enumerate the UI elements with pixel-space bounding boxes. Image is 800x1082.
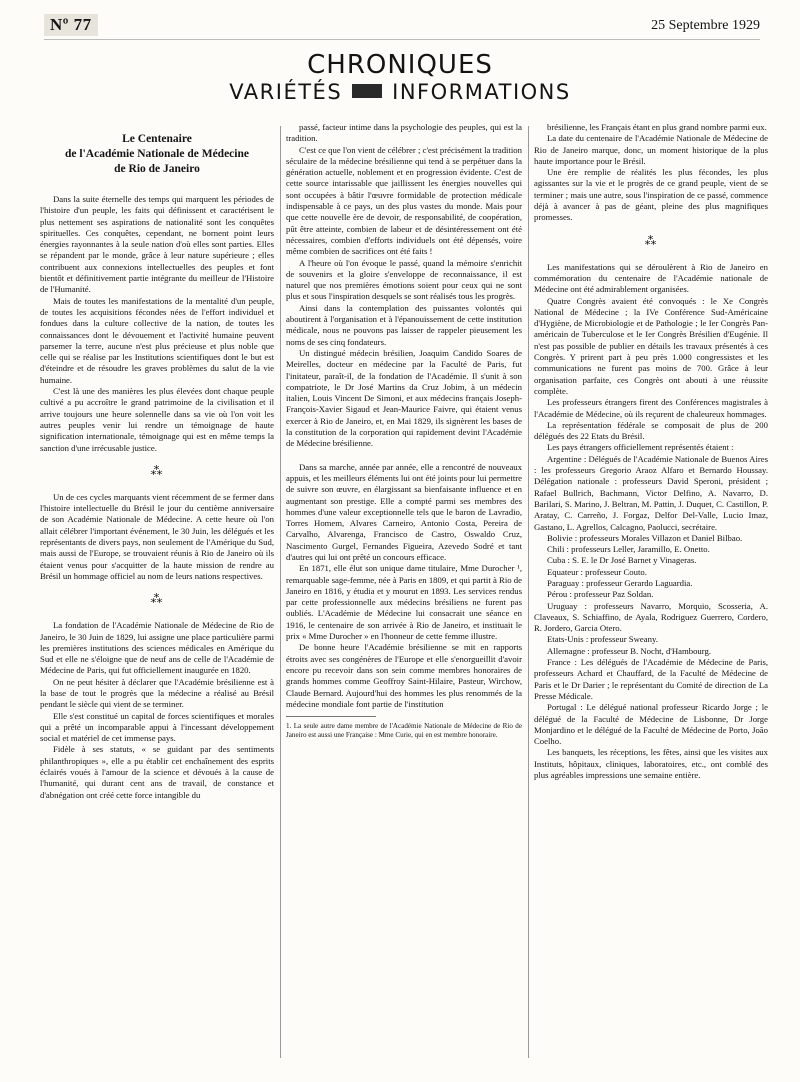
paragraph: Cuba : S. E. le Dr José Barnet y Vinageras. <box>547 555 697 566</box>
article-title <box>40 132 274 177</box>
paragraph: Les professeurs étrangers firent des Conférences magistrales à l'Académie de Médecine, où ils reçurent de chaleureux hommages. <box>534 397 768 419</box>
paragraph: La date du centenaire de l'Académie Nationale de Médecine de Rio de Janeiro marque, donc, un moment historique de la plus haute importance pour le Brésil. <box>534 133 768 166</box>
article-title-line: de Rio de Janeiro <box>114 163 200 175</box>
paragraph: La fondation de l'Académie Nationale de Médecine de Rio de Janeiro, le 30 Juin de 1829, lui assigne une place particulière parmi les premières institutions des sciences médicales en Amérique du Sud et elle ne s'éloigne que de neuf ans de celle de l'Académie de Médecine de Paris, qui fut officiellement inaugurée en 1820. <box>40 620 274 676</box>
paragraph: passé, facteur intime dans la psychologie des peuples, qui est la tradition. <box>286 122 522 144</box>
column-3 <box>534 122 768 1068</box>
section-subtitle <box>0 80 800 104</box>
paragraph: Mais de toutes les manifestations de la mentalité d'un peuple, de toutes les acquisitions fécondes nées de l'effort individuel et fondues dans la culture collective de la nation, de toutes les connaissances dont le dévouement et l'activité humaine peuvent parsemer la terre, aucune n'est plus précieuse et plus noble que celle qui se réalise par les Institutions scientifiques dont le but est d'éteindre et de résoudre les graves problèmes du salut de la vie humaine. <box>40 295 274 385</box>
footnote-rule <box>286 716 376 717</box>
paragraph: Dans la suite éternelle des temps qui marquent les périodes de l'histoire d'un peuple, les faits qui définissent et caractérisent le plus nettement ses aspirations de nationalité sont les conquêtes spirituelles. Ces conquêtes, cependant, ne bornent point leurs énergies rayonnantes à la seule nation d'où elles sont parties. Elles se répandent par le monde, grâce à leur nature supérieure ; elles contribuent aux connexions intellectuelles des peuples et font bientôt et définitivement partie intégrante du meilleur de l'Histoire de l'Humanité. <box>40 194 274 295</box>
paragraph: Les banquets, les réceptions, les fêtes, ainsi que les visites aux Instituts, hôpitaux, cliniques, laboratoires, etc., ont comblé des plus agréables impressions une semaine entière. <box>534 747 768 781</box>
paragraph: Pérou : professeur Paz Soldan. <box>547 589 654 600</box>
paragraph: brésilienne, les Français étant en plus grand nombre parmi eux. <box>547 122 767 132</box>
paragraph: La représentation fédérale se composait de plus de 200 délégués des 22 Etats du Brésil. <box>534 419 768 442</box>
section-left-label: VARIÉTÉS <box>229 80 343 104</box>
paragraph: Portugal : Le délégué national professeur Ricardo Jorge ; le délégué de la Faculté de Médecine de Lisbonne, Dr Jorge Monjardino et le délégué de la Faculté de Médecine de Porto, João Coelho. <box>534 702 768 747</box>
paragraph: France : Les délégués de l'Académie de Médecine de Paris, professeurs Achard et Chauffard, de la Faculté de Médecine de Paris et le Dr Darier ; le représentant du Comité de direction de La Presse Médicale. <box>534 657 768 701</box>
asterism-separator: ⁂ <box>150 592 164 607</box>
paragraph: De bonne heure l'Académie brésilienne se mit en rapports étroits avec ses congénères de l'Europe et elle s'enorgueillit d'avoir encore pu recevoir dans son sein comme membres honoraires de grands hommes comme Geoffroy Saint-Hilaire, Pasteur, Wirchow, Claude Bernard. Aujourd'hui des hommes les plus renommés de la médecine mondiale font partie de l'institution <box>286 642 522 709</box>
running-header <box>44 14 760 40</box>
article-title-line: Le Centenaire <box>122 133 192 145</box>
paragraph: Chili : professeurs Leller, Jaramillo, E. Onetto. <box>547 544 710 555</box>
paragraph: On ne peut hésiter à déclarer que l'Académie brésilienne est à la base de tout le progrès que la médecine a réalisé au Brésil pendant le siècle qui vient de se terminer. <box>40 676 274 710</box>
issue-date: 25 Septembre 1929 <box>651 18 760 33</box>
paragraph: Les pays étrangers officiellement représentés étaient : <box>547 442 734 453</box>
paragraph: En 1871, elle élut son unique dame titulaire, Mme Durocher ¹, remarquable sage-femme, née à Paris en 1809, et qui partit à Rio de Janeiro en 1816, y étudia et y mourut en 1893. Les services rendus par cette professionnelle aux médecins brésiliens ne furent pas oubliés. L'Académie de Médecine lui consacrait une séance en 1916, le centenaire de son arrivée à Rio de Janeiro, et instituait le prix « Mme Durocher » en l'honneur de cette femme illustre. <box>286 563 522 642</box>
column-rule <box>280 126 281 1058</box>
paragraph: Bolivie : professeurs Morales Villazon et Daniel Bilbao. <box>547 532 743 543</box>
paragraph: Elle s'est constitué un capital de forces scientifiques et morales qui a prêté un incomparable appui à l'incessant développement social et matériel de cet immense pays. <box>40 710 274 744</box>
section-title: CHRONIQUES <box>307 50 493 80</box>
column-rule <box>528 126 529 1058</box>
footnote: 1. La seule autre dame membre de l'Académie Nationale de Médecine de Rio de Janeiro est aussi une Française : Mme Curie, qui en est membre honoraire. <box>286 722 522 740</box>
article-title-line: de l'Académie Nationale de Médecine <box>65 148 249 160</box>
paragraph: C'est ce que l'on vient de célébrer ; c'est précisément la tradition séculaire de la médecine brésilienne qui tend à se perpétuer dans la génération actuelle, noblement et en progression évidente. C'est de cette source intarissable que jaillissent les énergies nouvelles qui sont occupées à bâtir l'œuvre formidable de protection médicale indispensable à ce pays, un des plus vastes du monde. Mais pour que cette nouvelle ère de devoir, de responsabilité, de coopération, pût être atteinte, combien de labeur et de désintéressement ont été nécessaires, combien d'efforts individuels ont été dépensés, voire même combien de sacrifices ont été faits ! <box>286 144 522 257</box>
column-1 <box>40 122 274 1068</box>
paragraph: Argentine : Délégués de l'Académie Nationale de Buenos Aires : les professeurs Gregorio Araoz Alfaro et Bernardo Houssay. Délégation nationale : professeurs David Speroni, président ; Rafael Bullrich, Bachmann, Victor Delfino, A. Navarro, D. Barilari, S. Marino, J. Beltran, M. Pattin, J. Duquet, C. Castillon, P. Aratay, C. Carreño, J. Forgaz, Delfor Del-Valle, Lucio Imaz, Gastano, L. Agrellos, Calcagno, Paolucci, secrétaire. <box>534 453 768 532</box>
asterism-separator: ⁂ <box>150 463 164 478</box>
paragraph: Un distingué médecin brésilien, Joaquim Candido Soares de Meirelles, docteur en médecine par la Faculté de Paris, fut l'initateur, paraît-il, de la fondation de l'Académie. Il s'unit à son compatriote, le Dr José Martins da Cruz Jobim, à un médecin italien, Louis Vincent De Simoni, et aux médecins français Joseph-François-Xavier Sigaud et Jean-Maurice Faivre, qui étaient venus exercer à Rio de Janeiro, et, en Mai 1829, ils signèrent les bases de la constitution de la corporation qui rapidement devint l'Académie de Médecine brésilienne. <box>286 347 522 449</box>
column-2 <box>286 122 522 1068</box>
issue-number: Nº 77 <box>44 14 98 36</box>
asterism-separator: ⁂ <box>644 233 658 248</box>
paragraph: Paraguay : professeur Gerardo Laguardia. <box>547 577 693 588</box>
paragraph: Dans sa marche, année par année, elle a rencontré de nouveaux appuis, et les meilleurs éléments lui ont été joints pour lui permettre de suivre son œuvre, en élargissant sa bienfaisante influence et en augmentant son prestige. Elle a compté parmi ses membres des hommes d'une valeur exceptionnelle tels que le baron de Lavradio, Torres Homem, Alvares Carneiro, Antonio Costa, Pereira de Carvalho, Alvarenga, Francisco de Castro, Oswaldo Cruz, Nascimento Gurgel, Fernandes Figueira, Azevedo Sodré et tant d'autres qui lui ont prêté un concours efficace. <box>286 461 522 562</box>
header-rule <box>44 39 760 40</box>
paragraph: A l'heure où l'on évoque le passé, quand la mémoire s'enrichit de souvenirs et la gloire s'enveloppe de reconnaissance, il est naturel que nos premières émotions soient pour ceux qui ne sont plus et sous l'inspiration desquels se sont réalisés tous les progrès. <box>286 257 522 302</box>
paragraph: Ainsi dans la contemplation des puissantes volontés qui aboutirent à l'organisation et à l'épanouissement de cette institution médicale, nous ne pouvons pas laisser de rappeler pieusement les noms de ses cinq fondateurs. <box>286 302 522 347</box>
paragraph-gap <box>286 450 522 462</box>
paragraph: Les manifestations qui se déroulèrent à Rio de Janeiro en commémoration du centenaire de l'Académie nationale de Médecine ont été admirablement organisées. <box>534 261 768 295</box>
paragraph: Un de ces cycles marquants vient récemment de se fermer dans l'histoire intellectuelle du Brésil le jour du centième anniversaire de son Académie Nationale de Médecine. A cette heure où l'on allait célébrer l'important événement, le 30 Juin, les délégués et les représentants de divers pays, non seulement de l'Amérique du Sud, mais aussi de l'Europe, se trouvaient réunis à Rio de Janeiro où ils étaient venus pour s'acquitter de la haute mission de rendre au Brésil un hommage officiel au nom de leurs nations respectives. <box>40 491 274 581</box>
paragraph: Une ère remplie de réalités les plus fécondes, les plus agissantes sur la vie et le progrès de ce grand peuple, vient de se terminer ; mais une autre, sous l'inspiration de ce passé, commence déjà à avancer à pas de géant, pleine des plus magnifiques promesses. <box>534 167 768 223</box>
paragraph: C'est là une des manières les plus élevées dont chaque peuple cultivé a pu accroître le grand patrimoine de la civilisation et il arrive toujours une heure solennelle dans sa vie où l'on voit les autres peuples venir lui rendre un témoignage de haute signification internationale, témoignage qui est en même temps la sanction d'une irrécusable justice. <box>40 386 274 453</box>
paragraph: Quatre Congrès avaient été convoqués : le Xe Congrès National de Médecine ; la IVe Conférence Sud-Américaine d'Hygiène, de Microbiologie et de Pathologie ; le Ier Congrès Pan-américain de Tuberculose et le Ier Congrès Brésilien d'Eugénie. Il n'est pas possible de publier en détails les travaux présentés à ces Congrès. Y prirent part à peu près 1.000 congressistes et les communications ne furent pas moins de 700. Grâce à leur organisation parfaite, ces Congrès ont abouti à une réussite complète. <box>534 295 768 396</box>
paragraph: Uruguay : professeurs Navarro, Morquio, Scosseria, A. Claveaux, S. Schiaffino, de Ayala, Rodriguez Guerrero, Cordero, R. Jordero, Garcia Otero. <box>534 600 768 634</box>
section-right-label: INFORMATIONS <box>392 80 571 104</box>
paragraph: Etats-Unis : professeur Sweany. <box>547 634 658 645</box>
paragraph: Equateur : professeur Couto. <box>547 566 647 577</box>
ornament-icon <box>352 84 382 98</box>
paragraph: Allemagne : professeur B. Nocht, d'Hambourg. <box>547 645 712 656</box>
paragraph: Fidèle à ses statuts, « se guidant par des sentiments philanthropiques », elle a pu établir cet enchaînement des esprits éclairés voués à l'amour de la science et dévoués à la cause de l'humanité, qui durant cent ans de travail, de constance et d'abnégation ont créé cette force intangible du <box>40 744 274 800</box>
